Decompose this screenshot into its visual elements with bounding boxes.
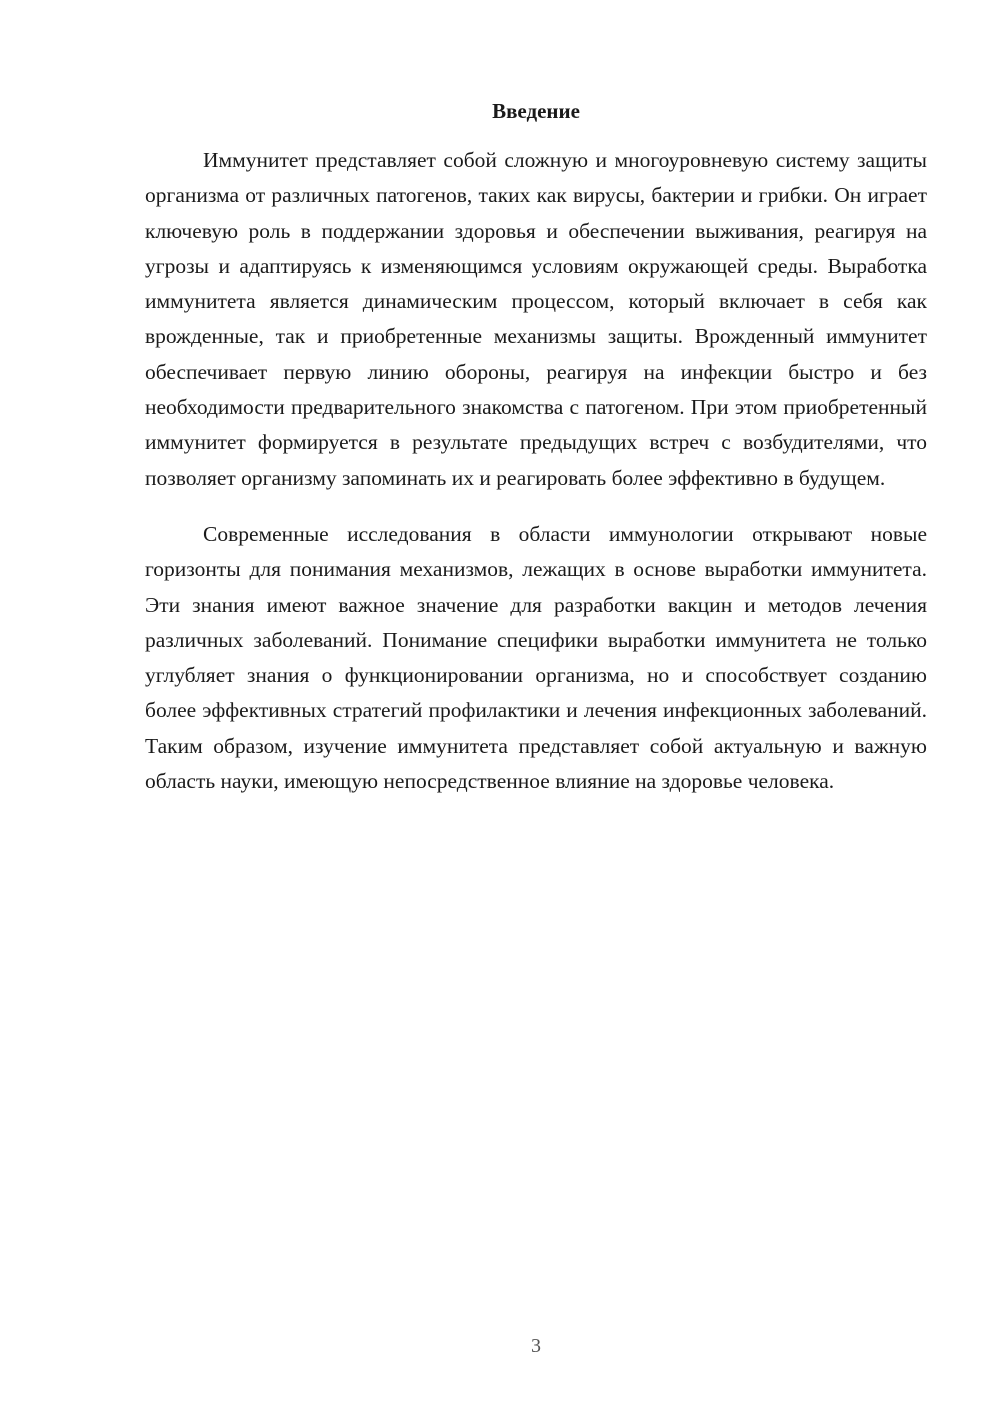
paragraph: Иммунитет представляет собой сложную и многоуровневую систему защиты организма от различных патогенов, таких как вирусы, бактерии и грибки. Он играет ключевую роль в поддержании здоровья и обеспечении выживания, реагируя на угрозы и адаптируясь к изменяющимся условиям окружающей среды. Выработка иммунитета является динамическим процессом, который включает в себя как врожденные, так и приобретенные механизмы защиты. Врожденный иммунитет обеспечивает первую линию обороны, реагируя на инфекции быстро и без необходимости предварительного знакомства с патогеном. При этом приобретенный иммунитет формируется в результате предыдущих встреч с возбудителями, что позволяет организму запоминать их и реагировать более эффективно в будущем. bbox=[145, 148, 927, 490]
section-heading: Введение bbox=[492, 99, 580, 123]
body-text bbox=[145, 143, 927, 799]
page-number: 3 bbox=[531, 1335, 541, 1357]
paragraph: Современные исследования в области иммунологии открывают новые горизонты для понимания механизмов, лежащих в основе выработки иммунитета. Эти знания имеют важное значение для разработки вакцин и методов лечения различных заболеваний. Понимание специфики выработки иммунитета не только углубляет знания о функционировании организма, но и способствует созданию более эффективных стратегий профилактики и лечения инфекционных заболеваний. Таким образом, изучение иммунитета представляет собой актуальную и важную область науки, имеющую непосредственное влияние на здоровье человека. bbox=[145, 521, 927, 794]
